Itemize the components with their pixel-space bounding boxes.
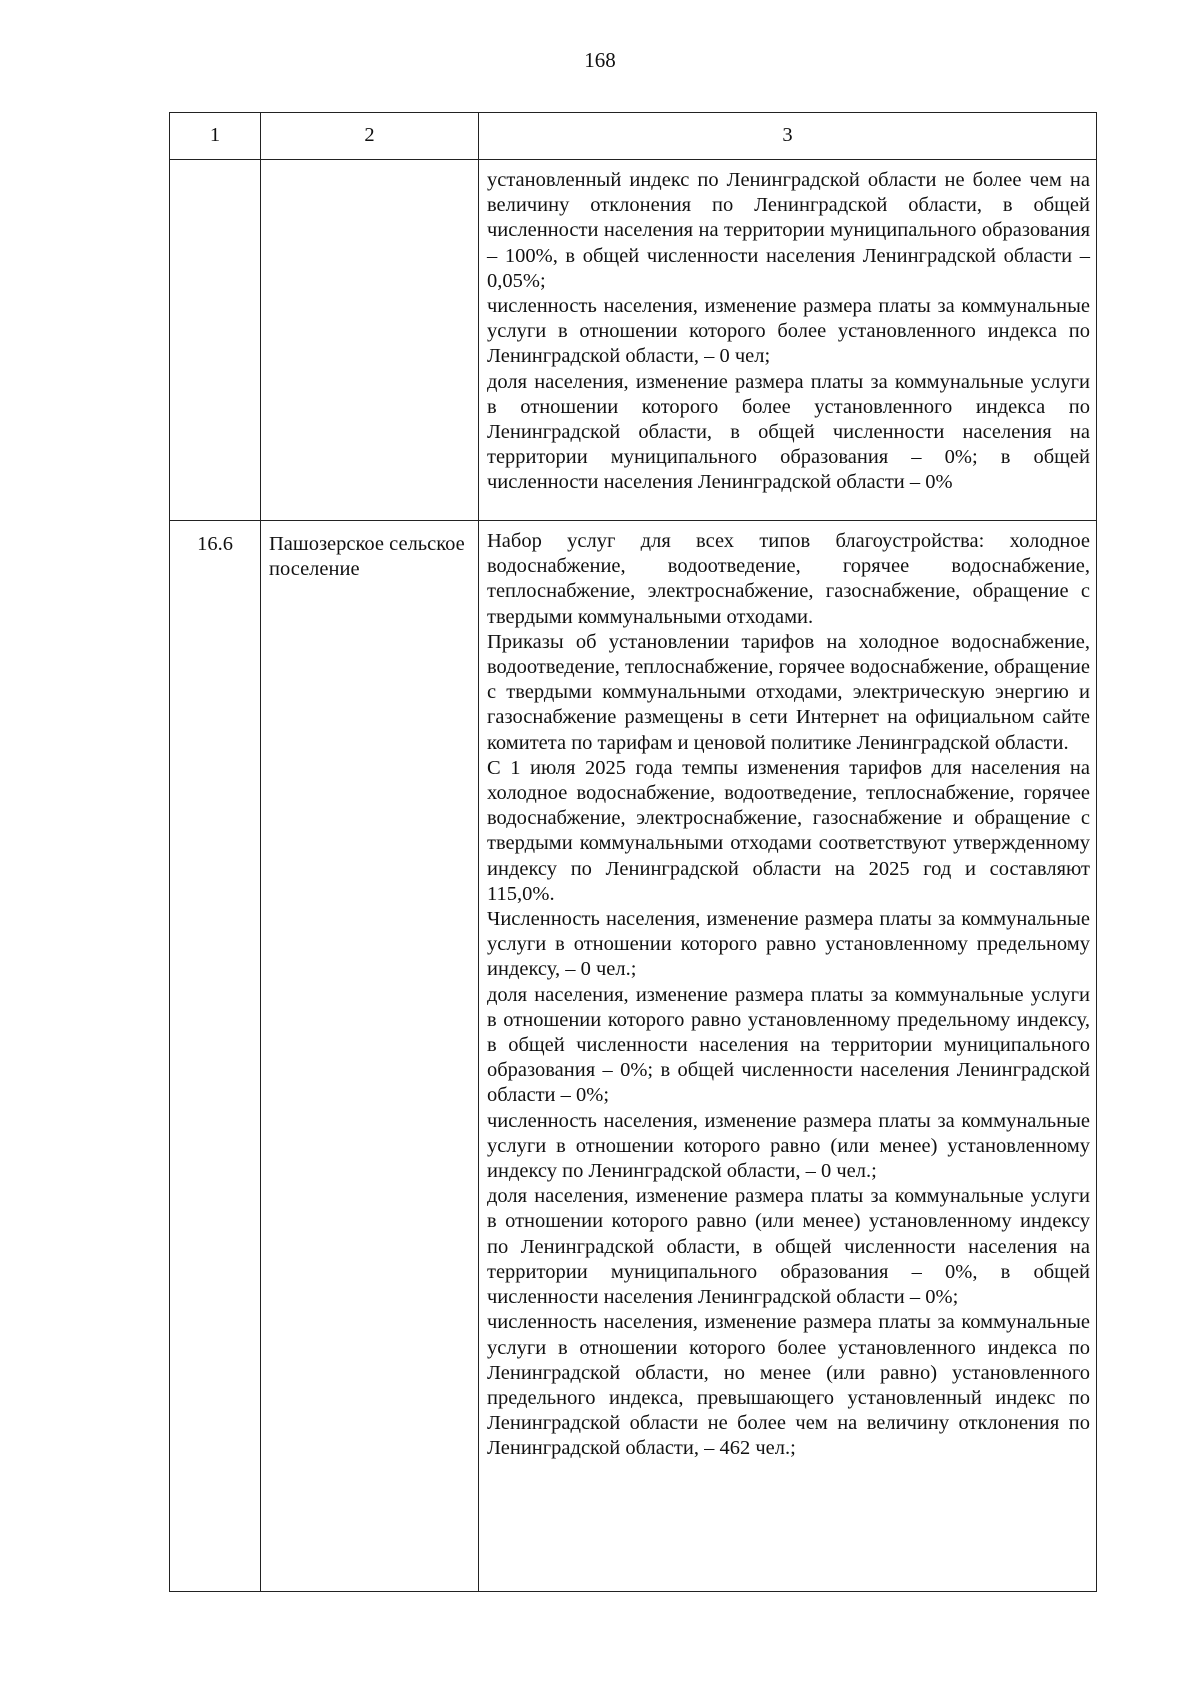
page-number: 168 (584, 48, 616, 72)
description-cell (479, 521, 1097, 1592)
column-header: 2 (261, 113, 479, 160)
column-header: 3 (479, 113, 1097, 160)
row-number: 16.6 (170, 521, 261, 1592)
row-number (170, 160, 261, 521)
paragraph: доля населения, изменение размера платы за коммунальные услуги в отношении которого равно установленному предельному индексу, в общей численности населения на территории муниципального образования – 0%; в общей численности населения Ленинградской области – 0%; (487, 983, 1090, 1107)
paragraph: доля населения, изменение размера платы за коммунальные услуги в отношении которого более установленного индекса по Ленинградской области, в общей численности населения на территории муниципального образования – 0%; в общей численности населения Ленинградской области – 0% (487, 370, 1090, 494)
paragraph: Приказы об установлении тарифов на холодное водоснабжение, водоотведение, теплоснабжение, горячее водоснабжение, обращение с твердыми коммунальными отходами, электрическую энергию и газоснабжение размещены в сети Интернет на официальном сайте комитета по тарифам и ценовой политике Ленинградской области. (487, 630, 1090, 754)
municipality-name (261, 160, 479, 521)
document-table (169, 112, 1097, 1592)
paragraph: установленный индекс по Ленинградской области не более чем на величину отклонения по Ленинградской области, в общей численности населения на территории муниципального образования – 100%, в общей численности населения Ленинградской области – 0,05%; (487, 169, 1090, 292)
table-row (170, 160, 1097, 521)
paragraph: численность населения, изменение размера платы за коммунальные услуги в отношении которого более установленного индекса по Ленинградской области, – 0 чел; (487, 295, 1090, 368)
municipality-name: Пашозерское сельское поселение (261, 521, 479, 1592)
paragraph: Численность населения, изменение размера платы за коммунальные услуги в отношении которого равно установленному предельному индексу, – 0 чел.; (487, 908, 1090, 981)
paragraph: численность населения, изменение размера платы за коммунальные услуги в отношении которого равно (или менее) установленному индексу по Ленинградской области, – 0 чел.; (487, 1109, 1090, 1183)
paragraph: Набор услуг для всех типов благоустройства: холодное водоснабжение, водоотведение, горячее водоснабжение, теплоснабжение, электроснабжение, газоснабжение, обращение с твердыми коммунальными отходами. (487, 530, 1090, 628)
table-header-row (170, 113, 1097, 160)
paragraph: доля населения, изменение размера платы за коммунальные услуги в отношении которого равно (или менее) установленному индексу по Ленинградской области, в общей численности населения на территории муниципального образования – 0%, в общей численности населения Ленинградской области – 0%; (487, 1185, 1090, 1309)
paragraph: С 1 июля 2025 года темпы изменения тарифов для населения на холодное водоснабжение, водоотведение, теплоснабжение, горячее водоснабжение, электроснабжение, газоснабжение и обращение с твердыми коммунальными отходами соответствуют утвержденному индексу по Ленинградской области на 2025 год и составляют 115,0%. (487, 756, 1090, 905)
description-cell (479, 160, 1097, 521)
column-header: 1 (170, 113, 261, 160)
paragraph: численность населения, изменение размера платы за коммунальные услуги в отношении которого более установленного индекса по Ленинградской области, но менее (или равно) установленного предельного индекса, превышающего установленный индекс по Ленинградской области не более чем на величину отклонения по Ленинградской области, – 462 чел.; (487, 1311, 1090, 1460)
table-row (170, 521, 1097, 1592)
